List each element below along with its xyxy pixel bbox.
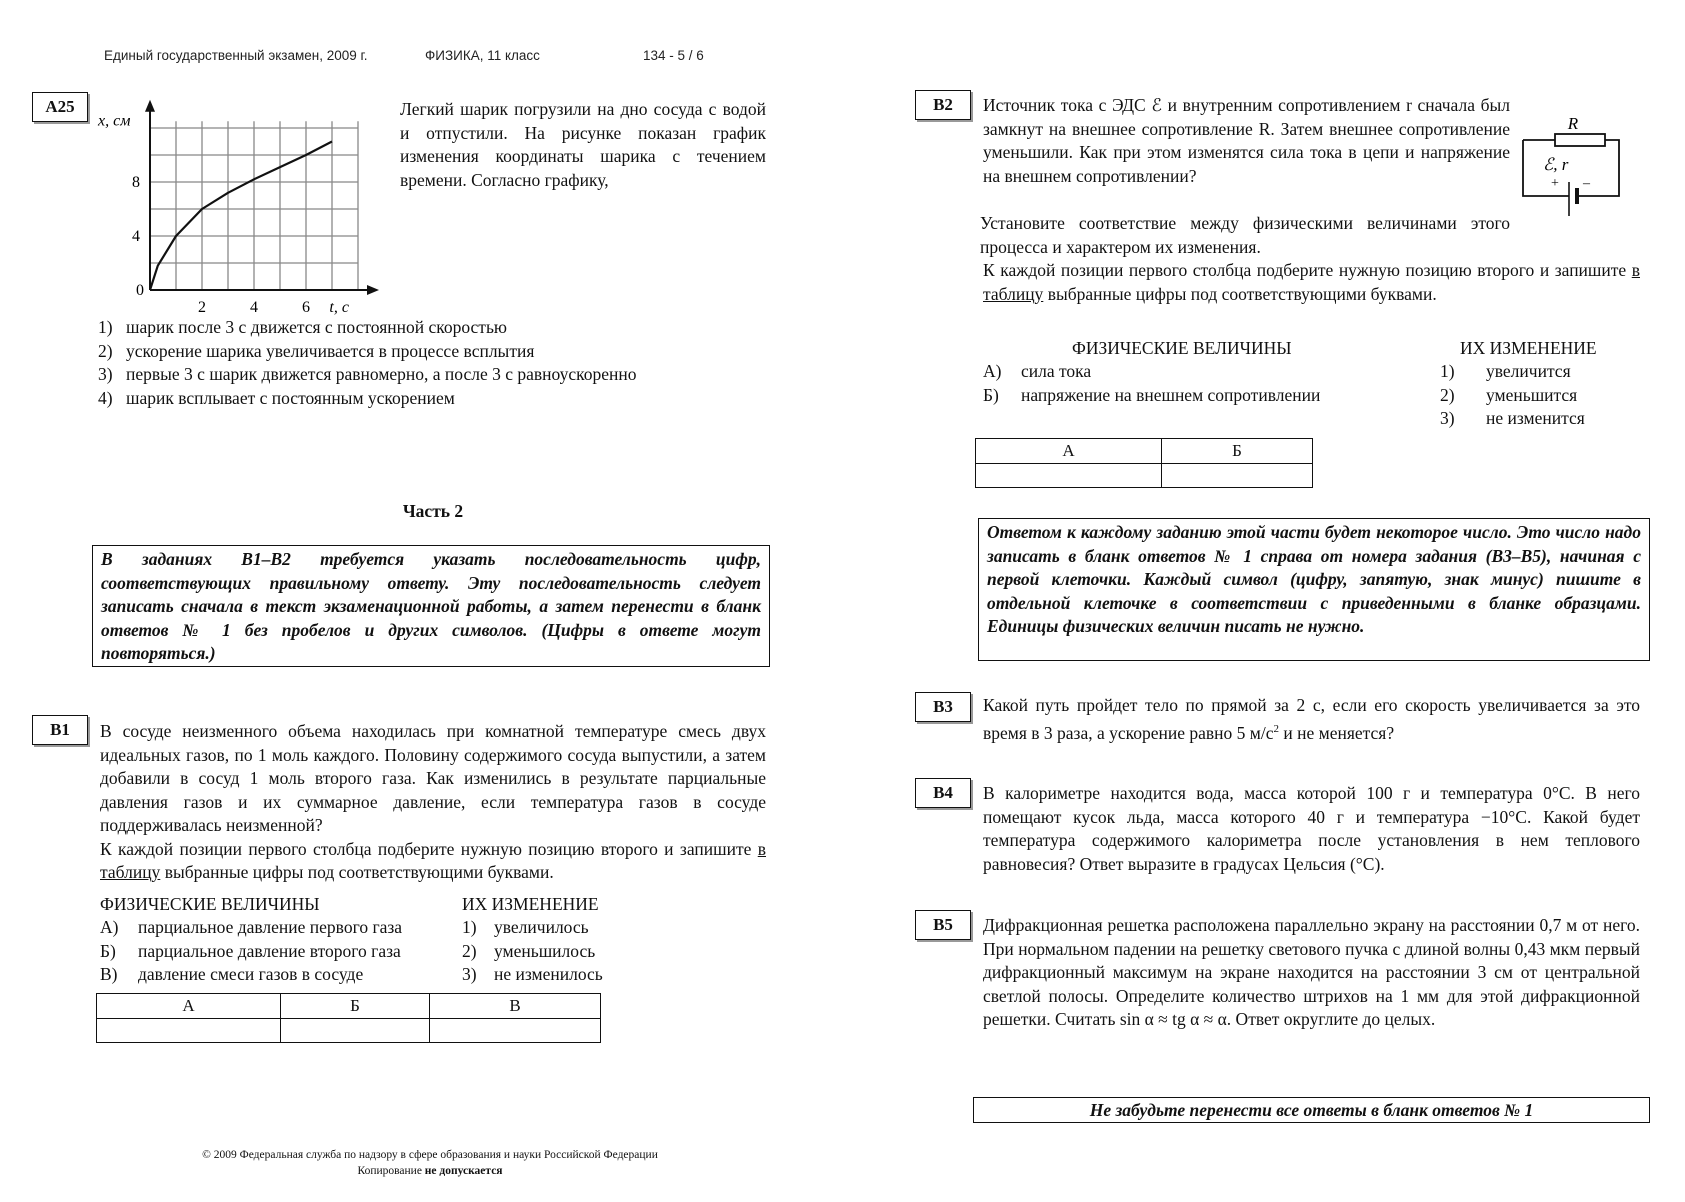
b2-col1-heading: ФИЗИЧЕСКИЕ ВЕЛИЧИНЫ — [1072, 338, 1292, 358]
task-tag-b3: В3 — [915, 692, 971, 722]
b2-task — [983, 259, 1640, 306]
footer-copy-label: Копирование — [357, 1165, 425, 1177]
b3-question: Какой путь пройдет тело по прямой за 2 с, если его скорость увеличивается за это время в 3 раза, а ускорение равно 5 м/с — [983, 695, 1640, 743]
origin-label: 0 — [136, 282, 144, 299]
item-number: 3) — [462, 964, 477, 984]
x-tick-label: 2 — [198, 299, 206, 316]
b2-changes — [1440, 360, 1585, 431]
answer-cell[interactable] — [976, 463, 1162, 487]
item-text: парциальное давление второго газа — [138, 940, 401, 961]
part-2-title: Часть 2 — [402, 501, 464, 521]
b2-text2: Установите соответствие между физическими величинами этого процесса и характером их изменения. — [980, 213, 1510, 257]
option-text: шарик всплывает с постоянным ускорением — [126, 387, 455, 408]
b3-question-end: и не меняется? — [1279, 722, 1395, 743]
footer-copy-restriction: не допускается — [424, 1165, 503, 1177]
item-text: уменьшится — [1486, 384, 1578, 405]
b2-question: Источник тока с ЭДС ℰ и внутренним сопротивлением r сначала был замкнут на внешнее сопротивление R. Затем внешнее сопротивление уменьшили. Как при этом изменятся сила тока в цепи и напряжение на внешнем сопротивлении? — [983, 95, 1510, 186]
plus-label: + — [1551, 176, 1559, 191]
item-text: сила тока — [1021, 361, 1092, 381]
column-header: Б — [1162, 439, 1313, 464]
item-letter: Б) — [100, 940, 116, 961]
item-letter: А) — [983, 361, 1002, 381]
header-page: 134 - 5 / 6 — [643, 48, 704, 63]
b2-task-end: выбранные цифры под соответствующими буквами. — [1043, 283, 1437, 304]
header-exam: Единый государственный экзамен, 2009 г. — [104, 48, 368, 63]
x-axis-arrow-icon — [367, 285, 379, 295]
reminder-box: Не забудьте перенести все ответы в бланк ответов № 1 — [973, 1097, 1650, 1123]
option-text: шарик после 3 с движется с постоянной скоростью — [126, 317, 508, 337]
b3-exponent: 2 — [1273, 722, 1280, 735]
x-axis-label: t, с — [329, 299, 349, 316]
b2-quantities — [983, 360, 1320, 407]
b1-answer-table — [96, 993, 601, 1043]
option-text: ускорение шарика увеличивается в процессе всплытия — [126, 340, 535, 361]
answer-cell[interactable] — [97, 1018, 281, 1042]
item-letter: Б) — [983, 384, 999, 405]
a25-text: Легкий шарик погрузили на дно сосуда с водой и отпустили. На рисунке показан график изменения координаты шарика с течением времени. Согласно графику, — [400, 99, 766, 190]
task-tag-b1: В1 — [32, 715, 88, 745]
item-letter: В) — [100, 964, 118, 984]
b2-table-ref: в таблицу — [983, 260, 1640, 304]
b5-text: Дифракционная решетка расположена параллельно экрану на расстоянии 0,7 м от него. При нормальном падении на решетку светового пучка с длиной волны 0,43 мкм первый дифракционный максимум на экране находится на расстоянии 3 см от центральной светлой полосы. Определите количество штрихов на 1 мм для этой дифракционной решетки. Считать sin α ≈ tg α ≈ α. Ответ округлите до целых. — [983, 915, 1640, 1029]
item-text: парциальное давление первого газа — [138, 917, 403, 937]
b1-task-end: выбранные цифры под соответствующими буквами. — [160, 862, 554, 882]
b1-col2-heading: ИХ ИЗМЕНЕНИЕ — [462, 894, 599, 914]
a25-option[interactable] — [98, 316, 778, 340]
circuit-diagram — [1515, 112, 1627, 222]
b1-col1-heading: ФИЗИЧЕСКИЕ ВЕЛИЧИНЫ — [100, 894, 320, 914]
b1-question: В сосуде неизменного объема находилась при комнатной температуре смесь двух идеальных газов, по 1 моль каждого. Половину содержимого сосуда выпустили, а затем добавили в сосуд 1 моль второго газа. Как изменились в результате парциальные давления газов и их суммарное давление, если температура газов в сосуде поддерживалась неизменной? — [100, 721, 766, 835]
item-number: 1) — [1440, 361, 1455, 381]
option-number: 4) — [98, 387, 113, 408]
column-header: А — [976, 439, 1162, 464]
b1-table-ref: в таблицу — [100, 838, 766, 882]
item-text: увеличилось — [494, 917, 589, 937]
item-text: не изменилось — [494, 964, 603, 984]
option-number: 2) — [98, 340, 113, 361]
item-number: 3) — [1440, 408, 1455, 428]
header-subject: ФИЗИКА, 11 класс — [425, 48, 540, 63]
b3-text — [983, 694, 1640, 745]
b1-task: К каждой позиции первого столбца подберите нужную позицию второго и запишите — [100, 838, 758, 859]
item-text: давление смеси газов в сосуде — [138, 964, 364, 984]
a25-options — [98, 316, 778, 410]
b4-text: В калориметре находится вода, масса которой 100 г и температура 0°С. В него помещают кусок льда, масса которого 40 г и температура −10°С. Какой будет температура содержимого калориметра после установления в нем теплового равновесия? Ответ выразите в градусах Цельсия (°С). — [983, 783, 1640, 874]
column-header: В — [430, 994, 601, 1019]
footer-copyright: © 2009 Федеральная служба по надзору в сфере образования и науки Российской Федерации — [202, 1149, 658, 1161]
task-tag-a25: А25 — [32, 92, 88, 122]
b1-text — [100, 720, 766, 885]
b2-col2-heading: ИХ ИЗМЕНЕНИЕ — [1460, 338, 1597, 358]
y-tick-label: 8 — [132, 174, 140, 191]
task-tag-b4: В4 — [915, 778, 971, 808]
footer — [120, 1147, 740, 1179]
column-header: Б — [280, 994, 429, 1019]
resistor-label: R — [1567, 114, 1579, 133]
part-instruction-b3-b5: Ответом к каждому заданию этой части будет некоторое число. Это число надо записать в бланк ответов № 1 справа от номера задания (В3–В5), начиная с первой клеточки. Каждый символ (цифру, запятую, знак минус) пишите в отдельной клеточке в соответствии с приведенными в бланке образцами. Единицы физических величин писать не нужно. — [978, 518, 1650, 661]
resistor-icon — [1555, 134, 1605, 146]
a25-option[interactable] — [98, 363, 778, 387]
task-tag-b2: В2 — [915, 90, 971, 120]
b1-changes — [462, 916, 603, 987]
x-tick-label: 6 — [302, 299, 310, 316]
item-text: уменьшилось — [494, 940, 596, 961]
answer-cell[interactable] — [280, 1018, 429, 1042]
series-line — [150, 142, 332, 291]
option-text: первые 3 с шарик движется равномерно, а после 3 с равноускоренно — [126, 364, 637, 384]
a25-option[interactable] — [98, 340, 778, 364]
task-tag-b5: В5 — [915, 910, 971, 940]
answer-cell[interactable] — [1162, 463, 1313, 487]
option-number: 3) — [98, 364, 113, 384]
b2-answer-table — [975, 438, 1313, 488]
b1-quantities — [100, 916, 402, 987]
item-number: 2) — [1440, 384, 1455, 405]
item-number: 1) — [462, 917, 477, 937]
item-letter: А) — [100, 917, 119, 937]
item-text: не изменится — [1486, 408, 1585, 428]
item-text: напряжение на внешнем сопротивлении — [1021, 384, 1321, 405]
minus-label: – — [1583, 176, 1590, 191]
coordinate-time-chart — [95, 95, 395, 320]
x-tick-label: 4 — [250, 299, 258, 316]
option-number: 1) — [98, 317, 113, 337]
item-number: 2) — [462, 940, 477, 961]
y-tick-label: 4 — [132, 228, 140, 245]
column-header: А — [97, 994, 281, 1019]
part-2-instruction: В заданиях В1–В2 требуется указать последовательность цифр, соответствующих правильному ответу. Эту последовательность следует записать сначала в текст экзаменационной работы, а затем перенести в бланк ответов № 1 без пробелов и других символов. (Цифры в ответе могут повторяться.) — [92, 545, 770, 667]
item-text: увеличится — [1486, 361, 1571, 381]
y-axis-label: x, см — [98, 112, 131, 130]
emf-label: ℰ, r — [1543, 155, 1569, 174]
answer-cell[interactable] — [430, 1018, 601, 1042]
a25-option[interactable] — [98, 387, 778, 411]
y-axis-arrow-icon — [145, 100, 155, 112]
b2-task-start: К каждой позиции первого столбца подберите нужную позицию второго и запишите — [983, 260, 1632, 280]
